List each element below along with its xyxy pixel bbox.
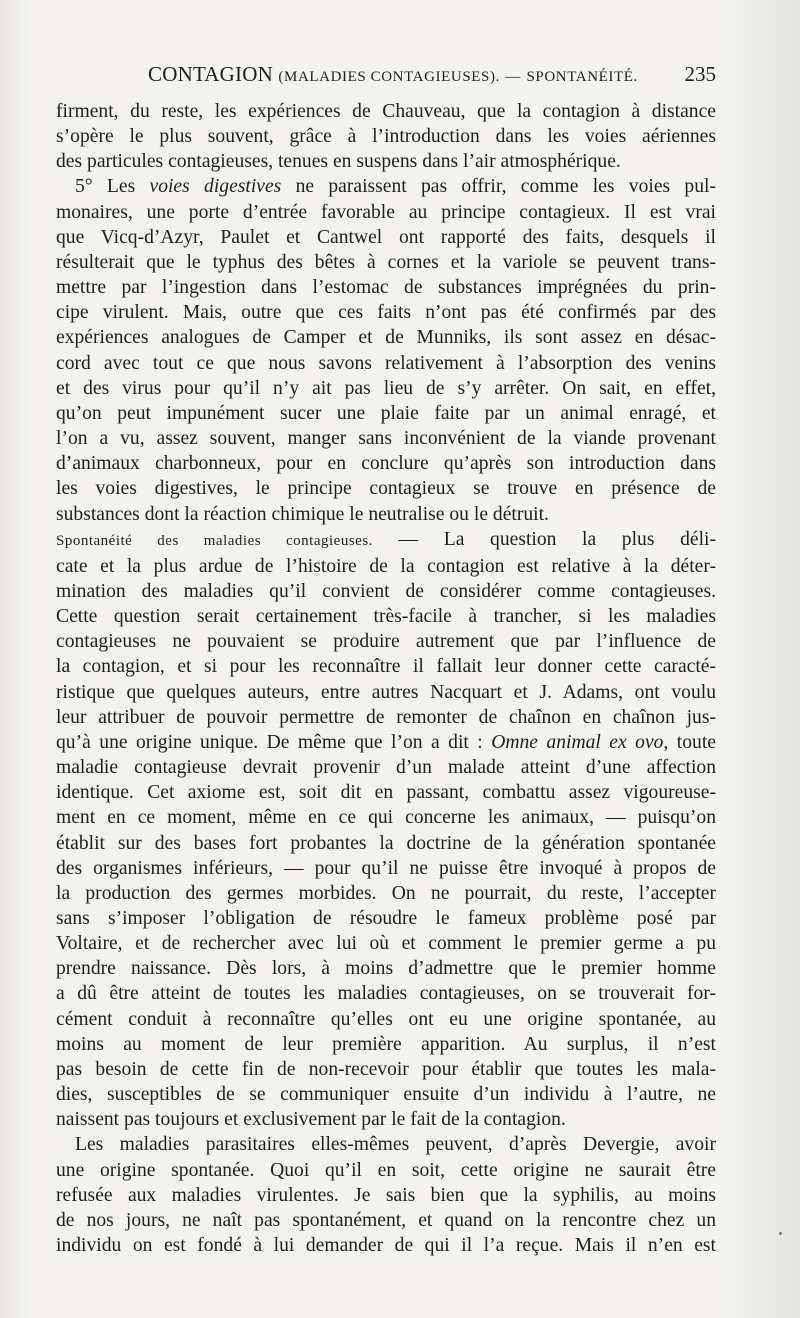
text-line: mination des maladies qu’il convient de considérer comme contagieuses. [56,580,716,602]
text-line: refusée aux maladies virulentes. Je sais bien que la syphilis, au moins [56,1184,716,1206]
text-span: ne paraissent pas offrir, comme les voies pul- [281,176,716,198]
text-line: naissent pas toujours et exclusivement par le fait de la contagion. [56,1109,566,1131]
text-line: expériences analogues de Camper et de Munniks, ils sont assez en désac- [56,327,716,349]
margin-speck [779,1232,782,1235]
text-line: contagieuses ne pouvaient se produire autrement que par l’influence de [56,631,716,653]
italic-term: voies digestives [149,176,282,198]
paragraph-start-voies-digestives [56,174,716,199]
latin-quote: Omne animal ex ovo [491,731,664,753]
text-line: a dû être atteint de toutes les maladies contagieuses, on se trouverait for- [56,983,716,1005]
text-line: cément conduit à reconnaître qu’elles ont eu une origine spontanée, au [56,1008,716,1030]
text-line: établit sur des bases fort probantes la doctrine de la génération spontanée [56,832,716,854]
text-line: leur attribuer de pouvoir permettre de remonter de chaînon en chaînon jus- [56,706,716,728]
text-line: ment en ce moment, même en ce qui concerne les animaux, — puisqu’on [56,807,716,829]
section-heading: Spontanéité des maladies contagieuses. [56,532,373,549]
text-line-latin [56,730,716,755]
body-text [56,99,716,1258]
text-line: s’opère le plus souvent, grâce à l’introduction dans les voies aériennes [56,126,716,148]
text-line: pas besoin de cette fin de non-recevoir pour établir que toutes les mala- [56,1058,716,1080]
text-line: cipe virulent. Mais, outre que ces faits n’ont pas été confirmés par des [56,302,716,324]
text-line: Cette question serait certainement très-facile à trancher, si les maladies [56,606,716,628]
running-header [56,60,716,90]
text-line: résulterait que le typhus des bêtes à cornes et la variole se peuvent trans- [56,251,716,273]
running-title-topic: SPONTANÉITÉ. [526,69,638,85]
text-line: une origine spontanée. Quoi qu’il en soit, cette origine ne saurait être [56,1159,716,1181]
text-line: ristique que quelques auteurs, entre autres Nacquart et J. Adams, ont voulu [56,681,716,703]
text-span: , toute [663,731,716,753]
text-line: cord avec tout ce que nous savons relativement à l’absorption des venins [56,352,716,374]
text-line: les voies digestives, le principe contagieux se trouve en présence de [56,478,716,500]
text-line: monaires, une porte d’entrée favorable au principe contagieux. Il est vrai [56,201,716,223]
text-line: des particules contagieuses, tenues en suspens dans l’air atmosphérique. [56,151,621,173]
text-line: qu’on peut impunément sucer une plaie faite par un animal enragé, et [56,402,716,424]
text-line: identique. Cet axiome est, soit dit en passant, combattu assez vigoureuse- [56,782,716,804]
text-line: et des virus pour qu’il n’y ait pas lieu de s’y arrêter. On sait, en effet, [56,377,716,399]
text-span: qu’à une origine unique. De même que l’on a dit : [56,731,492,753]
text-span: — La question la plus déli- [372,528,716,550]
text-line: Les maladies parasitaires elles-mêmes peuvent, d’après Devergie, avoir [75,1134,716,1156]
text-line: Voltaire, et de rechercher avec lui où et comment le premier germe a pu [56,933,716,955]
text-line: maladie contagieuse devrait provenir d’un malade atteint d’une affection [56,757,716,779]
text-line: la contagion, et si pour les reconnaître il fallait leur donner cette caracté- [56,656,716,678]
text-line: d’animaux charbonneux, pour en conclure qu’après son introduction dans [56,453,716,475]
text-line: prendre naissance. Dès lors, à moins d’admettre que le premier homme [56,958,716,980]
text-line: que Vicq-d’Azyr, Paulet et Cantwel ont rapporté des faits, desquels il [56,226,716,248]
section-number: 5° Les [75,176,150,198]
text-line: substances dont la réaction chimique le neutralise ou le détruit. [56,503,549,525]
running-title-dash: — [505,69,521,85]
page-number: 235 [684,62,716,86]
text-line: firment, du reste, les expériences de Chauveau, que la contagion à distance [56,101,716,122]
text-line: l’on a vu, assez souvent, manger sans inconvénient de la viande provenant [56,428,716,450]
text-line: mettre par l’ingestion dans l’estomac de substances imprégnées du prin- [56,277,716,299]
text-line: la production des germes morbides. On ne pourrait, du reste, l’accepter [56,882,716,904]
running-title [148,62,638,87]
text-line: cate et la plus ardue de l’histoire de la contagion est relative à la déter- [56,555,716,577]
text-line: des organismes inférieurs, — pour qu’il ne puisse être invoqué à propos de [56,857,716,879]
text-line: individu on est fondé à lui demander de qui il l’a reçue. Mais il n’en est [56,1235,716,1257]
section-heading-line [56,527,716,554]
text-line: moins au moment de leur première apparition. Au surplus, il n’est [56,1033,716,1055]
running-title-sub: (MALADIES CONTAGIEUSES). [278,69,500,85]
text-line: dies, susceptibles de se communiquer ensuite d’un individu à l’autre, ne [56,1084,716,1106]
text-line: de nos jours, ne naît pas spontanément, et quand on la rencontre chez un [56,1209,716,1231]
running-title-main: CONTAGION [148,62,273,86]
text-line: sans s’imposer l’obligation de résoudre le fameux problème posé par [56,908,716,929]
